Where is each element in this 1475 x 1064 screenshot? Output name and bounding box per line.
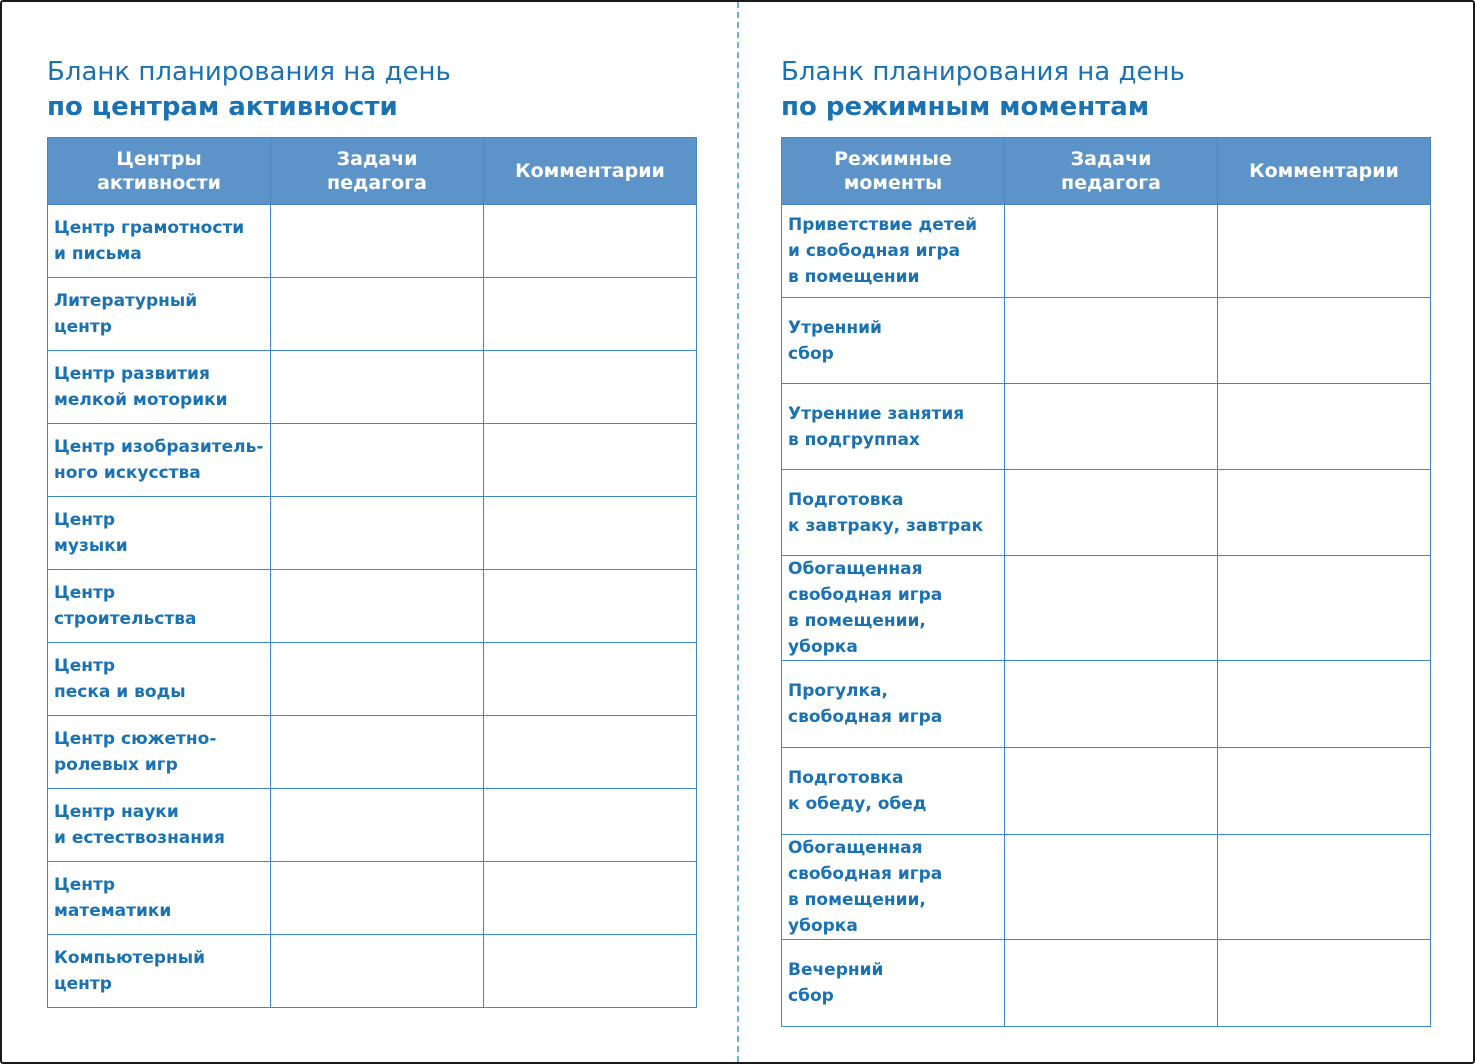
row-label: Центр математики <box>48 862 271 935</box>
row-label: Обогащенная свободная игра в помещении, уборка <box>782 556 1005 661</box>
tasks-cell[interactable] <box>271 935 484 1008</box>
tasks-cell[interactable] <box>1005 298 1218 384</box>
tasks-cell[interactable] <box>271 205 484 278</box>
left-title-line2: по центрам активности <box>47 92 398 122</box>
row-label: Центр грамотности и письма <box>48 205 271 278</box>
header-comments: Комментарии <box>484 138 697 205</box>
row-label: Центр изобразитель- ного искусства <box>48 424 271 497</box>
table-row <box>48 570 697 643</box>
routine-moments-table <box>781 137 1431 1027</box>
row-label: Обогащенная свободная игра в помещении, уборка <box>782 835 1005 940</box>
table-row <box>782 298 1431 384</box>
row-label: Центр музыки <box>48 497 271 570</box>
row-label: Прогулка, свободная игра <box>782 661 1005 748</box>
row-label: Центр развития мелкой моторики <box>48 351 271 424</box>
row-label: Центр науки и естествознания <box>48 789 271 862</box>
row-label: Центр строительства <box>48 570 271 643</box>
row-label: Приветствие детей и свободная игра в помещении <box>782 205 1005 298</box>
comments-cell[interactable] <box>484 789 697 862</box>
row-label: Центр сюжетно- ролевых игр <box>48 716 271 789</box>
table-row <box>782 384 1431 470</box>
table-row <box>48 935 697 1008</box>
tasks-cell[interactable] <box>271 570 484 643</box>
row-label: Утренние занятия в подгруппах <box>782 384 1005 470</box>
table-row <box>48 497 697 570</box>
table-row <box>48 643 697 716</box>
comments-cell[interactable] <box>1218 298 1431 384</box>
comments-cell[interactable] <box>484 935 697 1008</box>
activity-centers-table <box>47 137 697 1008</box>
comments-cell[interactable] <box>484 278 697 351</box>
comments-cell[interactable] <box>484 205 697 278</box>
table-row <box>48 351 697 424</box>
tasks-cell[interactable] <box>1005 556 1218 661</box>
table-row <box>782 748 1431 835</box>
table-row <box>782 661 1431 748</box>
tasks-cell[interactable] <box>271 424 484 497</box>
header-moments: Режимные моменты <box>782 138 1005 205</box>
table-header-row <box>48 138 697 205</box>
right-page-title <box>781 55 1185 125</box>
row-label: Центр песка и воды <box>48 643 271 716</box>
tasks-cell[interactable] <box>1005 661 1218 748</box>
row-label: Вечерний сбор <box>782 940 1005 1027</box>
left-page-title <box>47 55 451 125</box>
table-row <box>782 835 1431 940</box>
comments-cell[interactable] <box>1218 940 1431 1027</box>
comments-cell[interactable] <box>1218 661 1431 748</box>
tasks-cell[interactable] <box>271 497 484 570</box>
header-comments: Комментарии <box>1218 138 1431 205</box>
table-header-row <box>782 138 1431 205</box>
fold-line <box>737 2 739 1062</box>
comments-cell[interactable] <box>1218 205 1431 298</box>
tasks-cell[interactable] <box>271 643 484 716</box>
table-row <box>782 556 1431 661</box>
comments-cell[interactable] <box>484 424 697 497</box>
comments-cell[interactable] <box>484 862 697 935</box>
row-label: Утренний сбор <box>782 298 1005 384</box>
row-label: Литературный центр <box>48 278 271 351</box>
table-row <box>48 862 697 935</box>
tasks-cell[interactable] <box>271 789 484 862</box>
comments-cell[interactable] <box>484 570 697 643</box>
table-row <box>48 789 697 862</box>
row-label: Подготовка к завтраку, завтрак <box>782 470 1005 556</box>
header-tasks: Задачи педагога <box>1005 138 1218 205</box>
right-title-line2: по режимным моментам <box>781 92 1150 122</box>
table-row <box>48 716 697 789</box>
comments-cell[interactable] <box>484 716 697 789</box>
comments-cell[interactable] <box>1218 556 1431 661</box>
tasks-cell[interactable] <box>1005 205 1218 298</box>
comments-cell[interactable] <box>1218 470 1431 556</box>
row-label: Компьютерный центр <box>48 935 271 1008</box>
comments-cell[interactable] <box>484 351 697 424</box>
tasks-cell[interactable] <box>271 351 484 424</box>
left-title-line1: Бланк планирования на день <box>47 57 451 87</box>
tasks-cell[interactable] <box>1005 940 1218 1027</box>
tasks-cell[interactable] <box>1005 470 1218 556</box>
tasks-cell[interactable] <box>1005 835 1218 940</box>
comments-cell[interactable] <box>484 497 697 570</box>
header-centers: Центры активности <box>48 138 271 205</box>
tasks-cell[interactable] <box>271 716 484 789</box>
tasks-cell[interactable] <box>271 862 484 935</box>
table-row <box>48 278 697 351</box>
comments-cell[interactable] <box>1218 384 1431 470</box>
header-tasks: Задачи педагога <box>271 138 484 205</box>
table-row <box>782 940 1431 1027</box>
table-row <box>782 470 1431 556</box>
table-row <box>48 424 697 497</box>
comments-cell[interactable] <box>1218 748 1431 835</box>
table-row <box>782 205 1431 298</box>
table-row <box>48 205 697 278</box>
row-label: Подготовка к обеду, обед <box>782 748 1005 835</box>
tasks-cell[interactable] <box>271 278 484 351</box>
tasks-cell[interactable] <box>1005 748 1218 835</box>
comments-cell[interactable] <box>484 643 697 716</box>
tasks-cell[interactable] <box>1005 384 1218 470</box>
comments-cell[interactable] <box>1218 835 1431 940</box>
right-title-line1: Бланк планирования на день <box>781 57 1185 87</box>
